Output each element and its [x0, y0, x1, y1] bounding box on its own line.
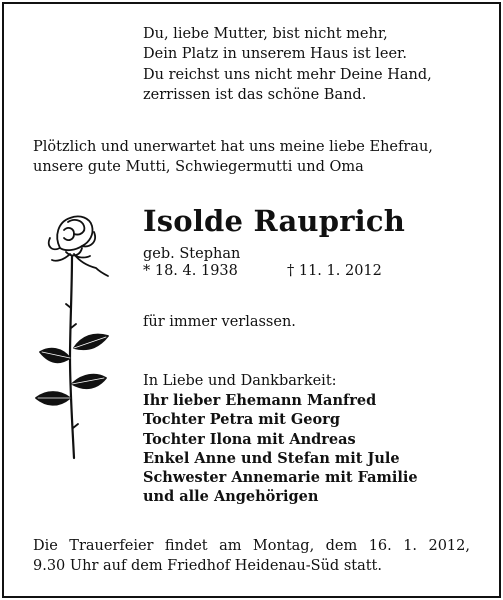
- mourner-entry: Tochter Petra mit Georg: [143, 411, 340, 429]
- verse-line: Dein Platz in unserem Haus ist leer.: [143, 46, 408, 63]
- mourner-entry: Ihr lieber Ehemann Manfred: [143, 392, 377, 410]
- verse-line: Du, liebe Mutter, bist nicht mehr,: [143, 26, 388, 42]
- mourner-entry: Enkel Anne und Stefan mit Jule: [143, 449, 400, 467]
- intro-line: unsere gute Mutti, Schwiegermutti und Oma: [33, 159, 364, 176]
- funeral-line: 9.30 Uhr auf dem Friedhof Heidenau-Süd statt.: [33, 558, 382, 575]
- deceased-name: Isolde Rauprich: [143, 204, 406, 238]
- mourners-lead: In Liebe und Dankbarkeit:: [143, 373, 337, 389]
- death-date: † 11. 1. 2012: [287, 263, 382, 279]
- left-us-phrase: für immer verlassen.: [143, 314, 296, 330]
- intro-line: Plötzlich und unerwartet hat uns meine liebe Ehefrau,: [33, 139, 433, 155]
- birth-name: geb. Stephan: [143, 246, 241, 262]
- verse-line: zerrissen ist das schöne Band.: [143, 86, 367, 103]
- funeral-info: [33, 536, 470, 577]
- memorial-verse: [143, 24, 432, 105]
- rose-icon: [24, 208, 124, 468]
- intro-text: [33, 137, 470, 178]
- birth-date: * 18. 4. 1938: [143, 263, 238, 279]
- funeral-line: Die Trauerfeier findet am Montag, dem 16. 1. 2012,: [33, 538, 470, 554]
- verse-line: Du reichst uns nicht mehr Deine Hand,: [143, 66, 432, 83]
- mourner-entry: und alle Angehörigen: [143, 488, 319, 506]
- mourner-entry: Schwester Annemarie mit Familie: [143, 469, 418, 487]
- mourner-entry: Tochter Ilona mit Andreas: [143, 430, 356, 448]
- mourners-list: [143, 372, 418, 506]
